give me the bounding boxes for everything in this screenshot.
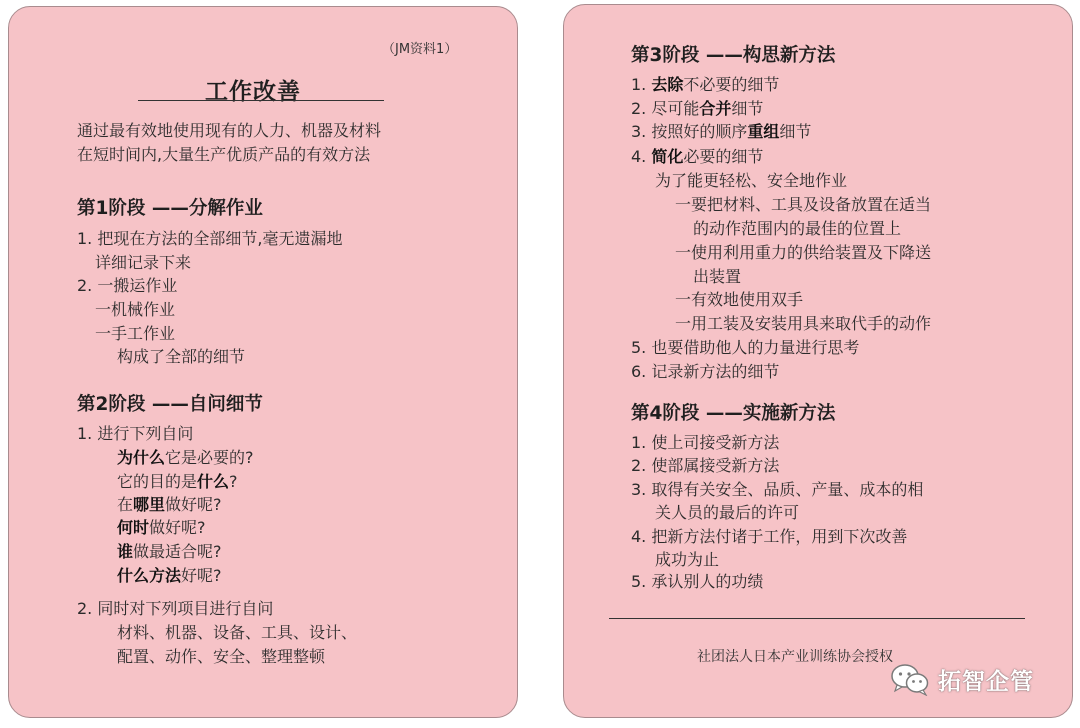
question-line: 什么方法好呢? bbox=[117, 566, 222, 585]
stage3-sub-line: 一要把材料、工具及设备放置在适当 bbox=[675, 195, 932, 214]
stage4-line: 5. 承认别人的功绩 bbox=[631, 572, 764, 591]
wechat-icon bbox=[890, 662, 930, 696]
stage2-item-line: 配置、动作、安全、整理整顿 bbox=[117, 647, 326, 666]
question-line: 谁做最适合呢? bbox=[117, 542, 222, 561]
stage3-sub-line: 一使用利用重力的供给装置及下降送 bbox=[675, 243, 932, 262]
stage4-line: 成功为止 bbox=[655, 550, 720, 569]
intro-line: 在短时间内,大量生产优质产品的有效方法 bbox=[77, 145, 371, 164]
question-line: 为什么它是必要的? bbox=[117, 448, 254, 467]
stage3-sub-line: 的动作范围内的最佳的位置上 bbox=[693, 219, 902, 238]
stage1-heading: 第1阶段 ——分解作业 bbox=[77, 198, 263, 219]
stage3-sub-line: 一有效地使用双手 bbox=[675, 290, 804, 309]
credit-divider bbox=[609, 618, 1025, 619]
stage4-line: 1. 使上司接受新方法 bbox=[631, 433, 780, 452]
stage4-line: 关人员的最后的许可 bbox=[655, 503, 800, 522]
stage3-item: 5. 也要借助他人的力量进行思考 bbox=[631, 338, 860, 357]
stage3-heading: 第3阶段 ——构思新方法 bbox=[631, 45, 836, 66]
stage1-line: 2. 一搬运作业 bbox=[77, 276, 178, 295]
stage4-line: 4. 把新方法付诸于工作，用到下次改善 bbox=[631, 527, 908, 546]
stage1-line: 一手工作业 bbox=[95, 324, 176, 343]
intro-line: 通过最有效地使用现有的人力、机器及材料 bbox=[77, 121, 382, 140]
stage3-sub-heading: 为了能更轻松、安全地作业 bbox=[655, 171, 848, 190]
question-line: 何时做好呢? bbox=[117, 518, 206, 537]
question-line: 在哪里做好呢? bbox=[117, 495, 222, 514]
stage4-line: 3. 取得有关安全、品质、产量、成本的相 bbox=[631, 480, 924, 499]
stage1-line: 详细记录下来 bbox=[95, 253, 192, 272]
stage3-sub-line: 出装置 bbox=[693, 267, 742, 286]
stage3-item: 3. 按照好的顺序重组细节 bbox=[631, 122, 812, 141]
stage4-line: 2. 使部属接受新方法 bbox=[631, 456, 780, 475]
stage1-line: 构成了全部的细节 bbox=[117, 347, 246, 366]
stage3-item: 1. 去除不必要的细节 bbox=[631, 75, 780, 94]
stage2-item-line: 材料、机器、设备、工具、设计、 bbox=[117, 623, 358, 642]
stage1-line: 1. 把现在方法的全部细节,毫无遗漏地 bbox=[77, 229, 343, 248]
watermark bbox=[890, 662, 1034, 696]
page-title: 工作改善 bbox=[205, 79, 301, 105]
stage1-line: 一机械作业 bbox=[95, 300, 176, 319]
question-line: 它的目的是什么? bbox=[117, 472, 238, 491]
credit-text: 社团法人日本产业训练协会授权 bbox=[697, 649, 893, 665]
stage2-heading: 第2阶段 ——自问细节 bbox=[77, 394, 263, 415]
stage3-sub-line: 一用工装及安装用具来取代手的动作 bbox=[675, 314, 932, 333]
stage2-item: 1. 进行下列自问 bbox=[77, 424, 194, 443]
stage3-item: 2. 尽可能合并细节 bbox=[631, 99, 764, 118]
stage2-item: 2. 同时对下列项目进行自问 bbox=[77, 599, 274, 618]
stage4-heading: 第4阶段 ——实施新方法 bbox=[631, 403, 836, 424]
title-underline bbox=[138, 100, 384, 101]
source-label: （JM资料1） bbox=[382, 42, 458, 57]
stage3-item: 6. 记录新方法的细节 bbox=[631, 362, 780, 381]
watermark-text: 拓智企管 bbox=[938, 668, 1034, 695]
stage3-item: 4. 简化必要的细节 bbox=[631, 147, 764, 166]
